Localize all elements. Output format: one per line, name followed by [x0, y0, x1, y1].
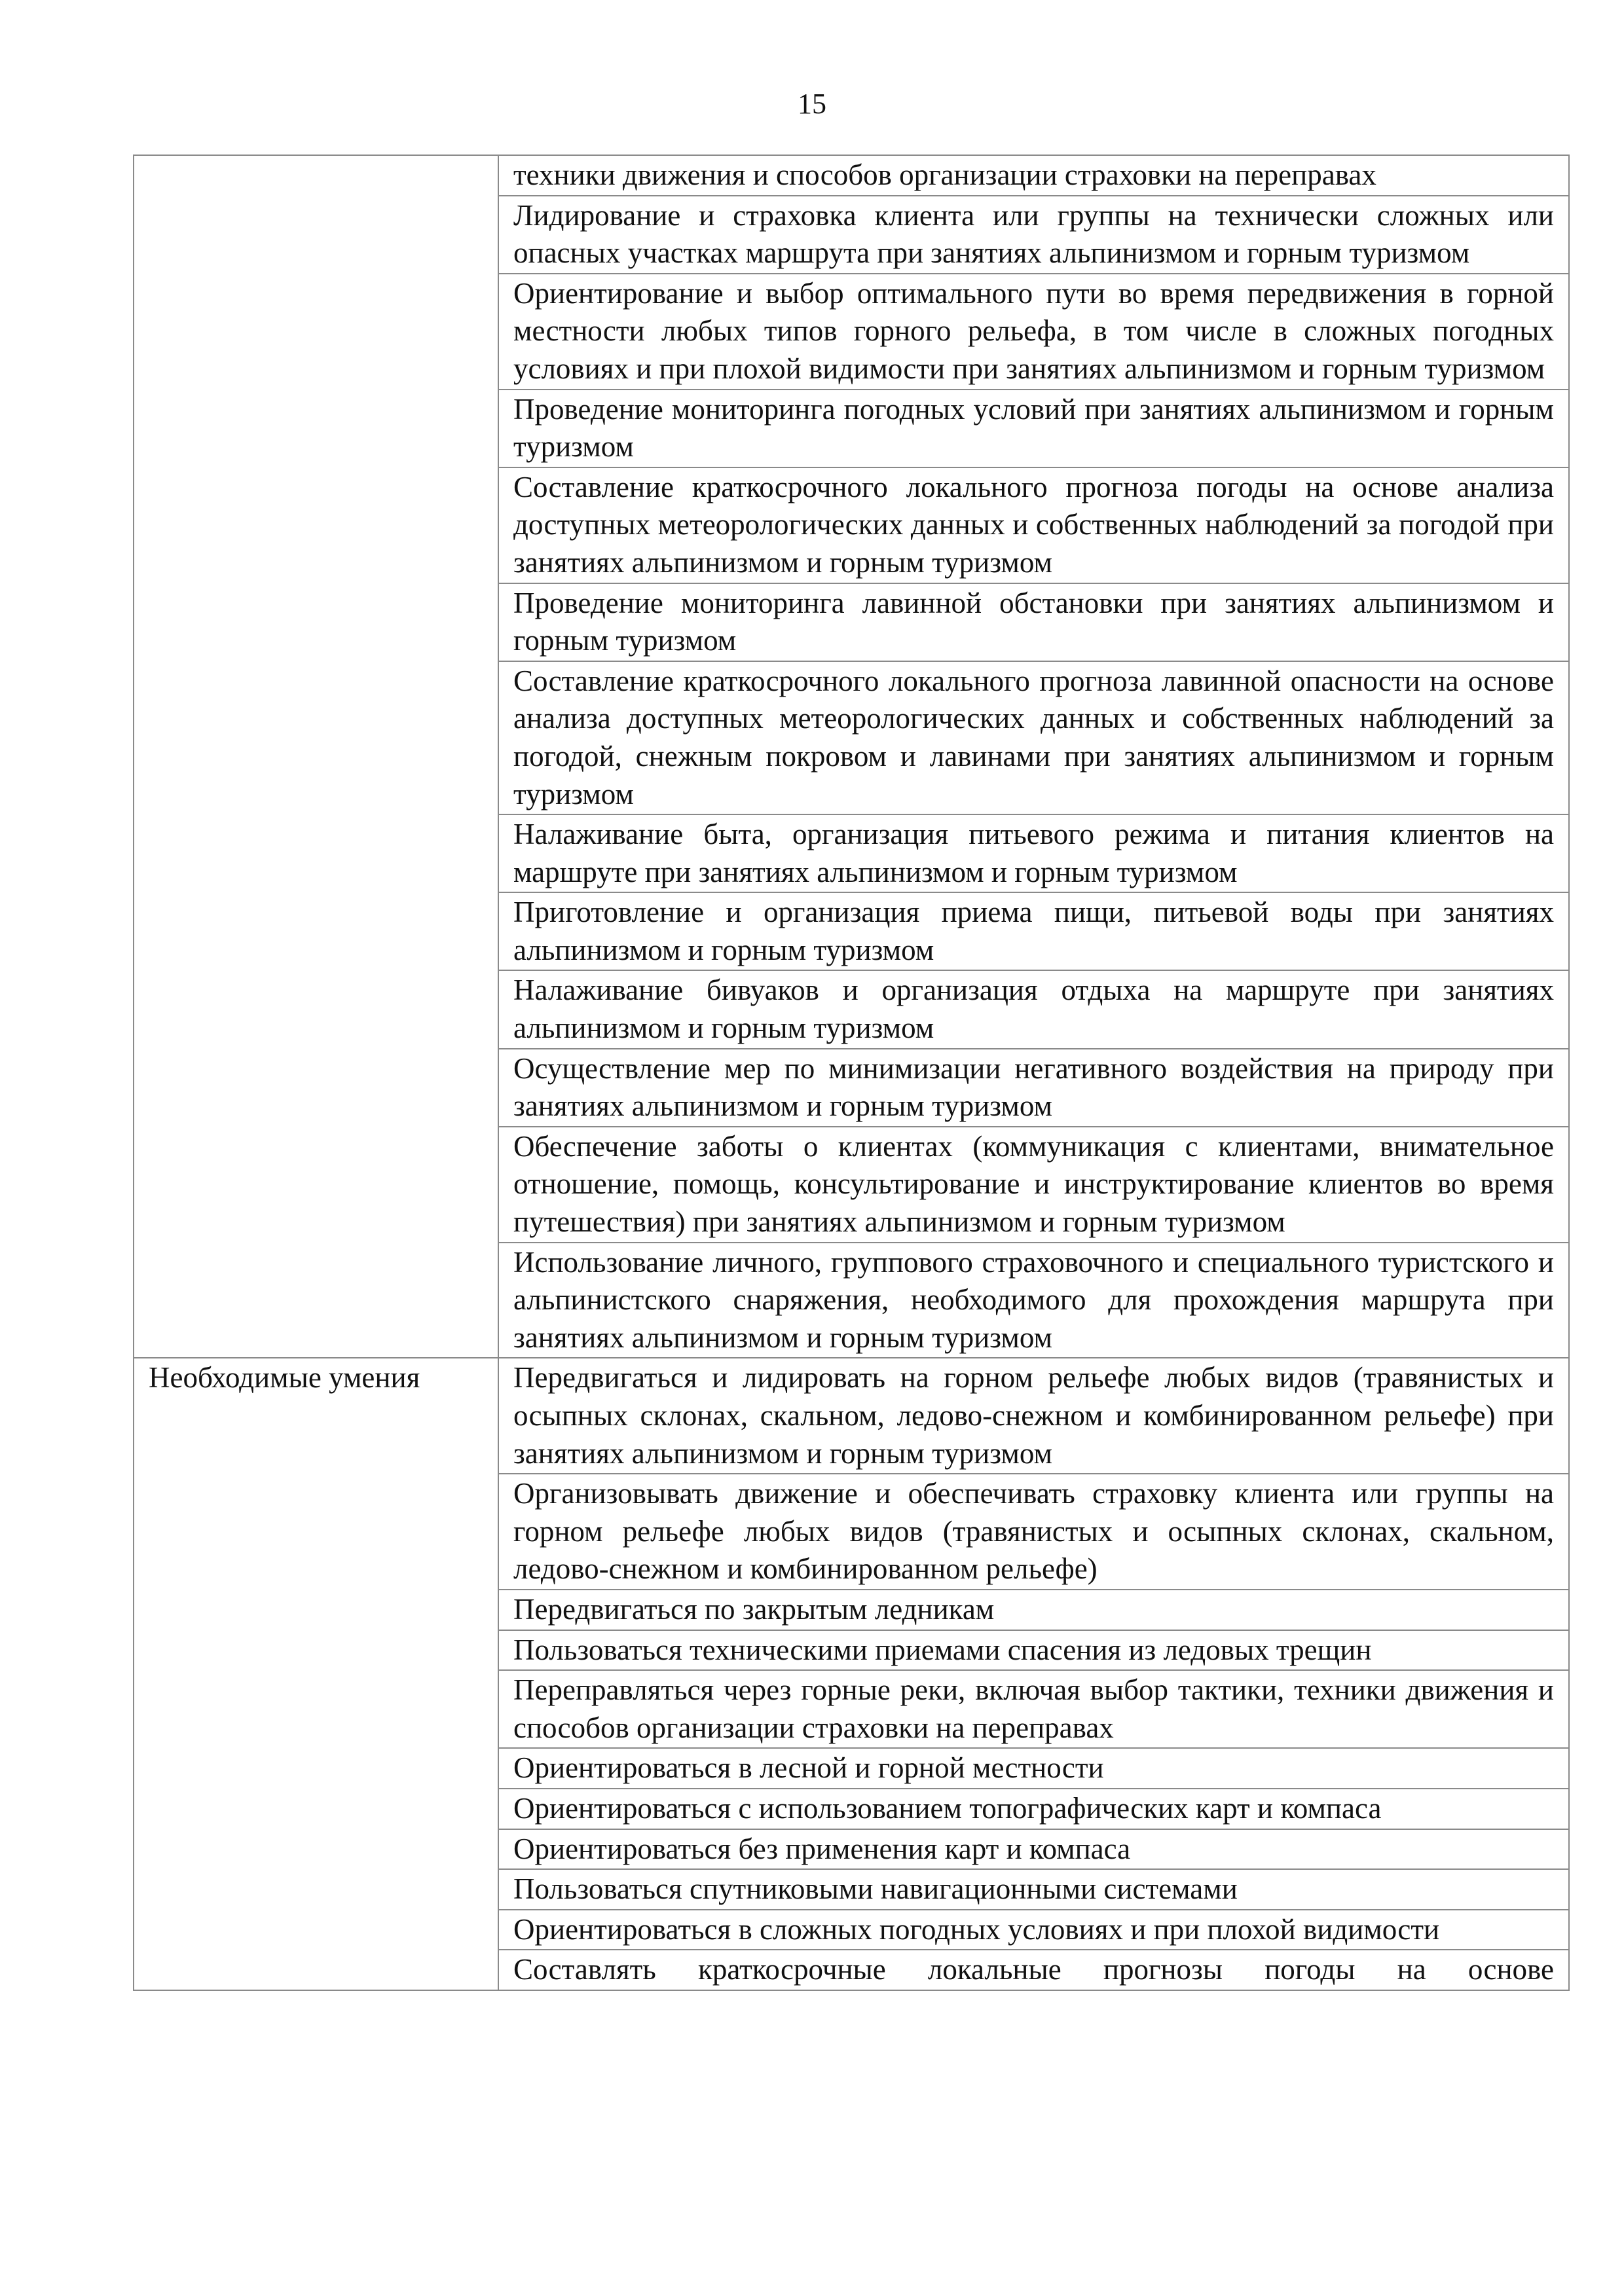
page-number: 15 [798, 88, 826, 120]
knowledge-item: Налаживание быта, организация питьевого режима и питания клиентов на маршруте при занятиях альпинизмом и горным туризмом [498, 814, 1569, 892]
knowledge-item: Приготовление и организация приема пищи, питьевой воды при занятиях альпинизмом и горным туризмом [498, 892, 1569, 970]
knowledge-item: Составление краткосрочного локального прогноза погоды на основе анализа доступных метеорологических данных и собственных наблюдений за погодой при занятиях альпинизмом и горным туризмом [498, 467, 1569, 583]
skill-item: Пользоваться спутниковыми навигационными системами [498, 1869, 1569, 1910]
knowledge-label-cell [134, 155, 498, 1358]
knowledge-item: Осуществление мер по минимизации негативного воздействия на природу при занятиях альпинизмом и горным туризмом [498, 1049, 1569, 1127]
table-row [134, 1358, 1569, 1474]
skills-label: Необходимые умения [134, 1358, 498, 1990]
knowledge-item: техники движения и способов организации страховки на переправах [498, 155, 1569, 196]
skill-item: Составлять краткосрочные локальные прогнозы погоды на основе [498, 1950, 1569, 1990]
skill-item: Ориентироваться в лесной и горной местности [498, 1748, 1569, 1789]
knowledge-item: Использование личного, группового страховочного и специального туристского и альпинистского снаряжения, необходимого для прохождения маршрута при занятиях альпинизмом и горным туризмом [498, 1243, 1569, 1358]
knowledge-item: Ориентирование и выбор оптимального пути во время передвижения в горной местности любых типов горного рельефа, в том числе в сложных погодных условиях и при плохой видимости при занятиях альпинизмом и горным туризмом [498, 274, 1569, 390]
knowledge-item: Составление краткосрочного локального прогноза лавинной опасности на основе анализа доступных метеорологических данных и собственных наблюдений за погодой, снежным покровом и лавинами при занятиях альпинизмом и горным туризмом [498, 661, 1569, 814]
knowledge-item: Лидирование и страховка клиента или группы на технически сложных или опасных участках маршрута при занятиях альпинизмом и горным туризмом [498, 196, 1569, 274]
table-row [134, 155, 1569, 196]
skill-item: Организовывать движение и обеспечивать страховку клиента или группы на горном рельефе любых видов (травянистых и осыпных склонах, скальном, ледово-снежном и комбинированном рельефе) [498, 1474, 1569, 1590]
skill-item: Пользоваться техническими приемами спасения из ледовых трещин [498, 1630, 1569, 1671]
requirements-table [133, 155, 1570, 1991]
skill-item: Передвигаться по закрытым ледникам [498, 1590, 1569, 1630]
skill-item: Ориентироваться в сложных погодных условиях и при плохой видимости [498, 1910, 1569, 1950]
knowledge-item: Обеспечение заботы о клиентах (коммуникация с клиентами, внимательное отношение, помощь, консультирование и инструктирование клиентов во время путешествия) при занятиях альпинизмом и горным туризмом [498, 1127, 1569, 1243]
skill-item: Ориентироваться с использованием топографических карт и компаса [498, 1789, 1569, 1829]
knowledge-item: Проведение мониторинга лавинной обстановки при занятиях альпинизмом и горным туризмом [498, 583, 1569, 661]
skill-item: Переправляться через горные реки, включая выбор тактики, техники движения и способов организации страховки на переправах [498, 1670, 1569, 1748]
knowledge-item: Проведение мониторинга погодных условий при занятиях альпинизмом и горным туризмом [498, 390, 1569, 467]
skill-item: Ориентироваться без применения карт и компаса [498, 1829, 1569, 1870]
knowledge-item: Налаживание бивуаков и организация отдыха на маршруте при занятиях альпинизмом и горным туризмом [498, 970, 1569, 1048]
skill-item: Передвигаться и лидировать на горном рельефе любых видов (травянистых и осыпных склонах, скальном, ледово-снежном и комбинированном рельефе) при занятиях альпинизмом и горным туризмом [498, 1358, 1569, 1474]
